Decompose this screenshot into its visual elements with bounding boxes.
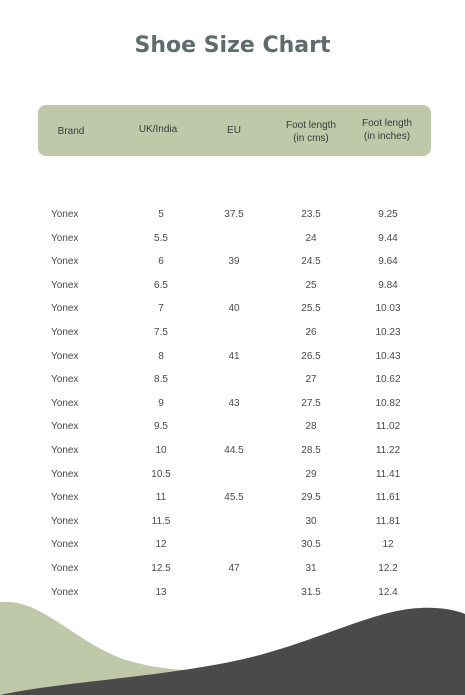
cell-brand: Yonex	[51, 586, 79, 598]
cell-brand: Yonex	[51, 539, 79, 551]
cell-inch: 10.03	[375, 303, 401, 315]
table-header	[38, 105, 431, 156]
table-row	[0, 510, 465, 534]
table-row	[0, 227, 465, 251]
column-header-foot-in	[362, 117, 412, 143]
cell-brand: Yonex	[51, 374, 79, 386]
cell-eu: 40	[228, 303, 240, 315]
cell-cm: 31.5	[301, 586, 321, 598]
column-header-foot-cm	[286, 119, 336, 145]
cell-uk: 9	[158, 397, 164, 409]
cell-brand: Yonex	[51, 256, 79, 268]
cell-inch: 9.84	[378, 279, 398, 291]
cell-brand: Yonex	[51, 326, 79, 338]
cell-cm: 27.5	[301, 397, 321, 409]
table-row	[0, 203, 465, 227]
table-row	[0, 250, 465, 274]
page-title: Shoe Size Chart	[134, 33, 331, 58]
cell-inch: 10.62	[375, 374, 401, 386]
table-row	[0, 297, 465, 321]
cell-cm: 28	[305, 421, 317, 433]
cell-inch: 12.4	[378, 586, 398, 598]
cell-brand: Yonex	[51, 279, 79, 291]
cell-inch: 10.82	[375, 397, 401, 409]
table-row	[0, 415, 465, 439]
cell-eu: 37.5	[224, 209, 244, 220]
table-row	[0, 321, 465, 345]
cell-inch: 12.2	[378, 562, 398, 574]
cell-brand: Yonex	[51, 350, 79, 362]
table-body	[0, 203, 465, 604]
column-header-foot-cm-line2: (in cms)	[293, 133, 329, 144]
cell-cm: 26	[305, 326, 317, 338]
cell-uk: 5.5	[154, 232, 168, 244]
cell-uk: 10.5	[151, 468, 171, 480]
cell-inch: 11.02	[375, 421, 401, 433]
cell-uk: 13	[155, 586, 167, 598]
table-row	[0, 345, 465, 369]
cell-uk: 7	[158, 303, 164, 315]
cell-inch: 10.23	[375, 326, 401, 338]
cell-uk: 12.5	[151, 562, 171, 574]
cell-inch: 11.81	[375, 515, 401, 527]
column-header-foot-in-line1: Foot length	[361, 118, 413, 129]
cell-brand: Yonex	[51, 421, 79, 433]
cell-brand: Yonex	[51, 232, 79, 244]
cell-cm: 30.5	[301, 539, 321, 551]
cell-inch: 9.64	[378, 256, 398, 268]
cell-cm: 29.5	[301, 492, 321, 504]
cell-eu: 39	[228, 256, 240, 268]
cell-uk: 6	[158, 256, 164, 268]
column-header-uk	[139, 123, 177, 136]
cell-cm: 23.5	[301, 209, 321, 220]
cell-uk: 10	[155, 444, 167, 456]
cell-brand: Yonex	[51, 492, 79, 504]
table-row	[0, 533, 465, 557]
cell-inch: 12	[382, 539, 394, 551]
cell-uk: 11	[155, 492, 167, 504]
cell-uk: 7.5	[154, 326, 168, 338]
table-row	[0, 368, 465, 392]
table-row	[0, 274, 465, 298]
table-row	[0, 439, 465, 463]
cell-brand: Yonex	[51, 397, 79, 409]
cell-brand: Yonex	[51, 468, 79, 480]
table-row	[0, 392, 465, 416]
cell-inch: 10.43	[375, 350, 401, 362]
cell-uk: 8	[158, 350, 164, 362]
decorative-wave	[0, 560, 465, 695]
column-header-uk-label: UK/India	[138, 124, 178, 135]
cell-cm: 29	[305, 468, 317, 480]
cell-brand: Yonex	[51, 444, 79, 456]
cell-inch: 11.61	[375, 492, 401, 504]
cell-eu: 47	[228, 562, 240, 574]
column-header-brand-label: Brand	[57, 126, 85, 137]
cell-uk: 6.5	[154, 279, 168, 291]
cell-cm: 25.5	[301, 303, 321, 315]
column-header-foot-in-line2: (in inches)	[363, 131, 411, 142]
cell-inch: 9.25	[378, 209, 398, 220]
cell-uk: 12	[155, 539, 167, 551]
cell-uk: 8.5	[154, 374, 168, 386]
cell-cm: 28.5	[301, 444, 321, 456]
cell-brand: Yonex	[51, 515, 79, 527]
cell-brand: Yonex	[51, 562, 79, 574]
cell-cm: 24	[305, 232, 317, 244]
cell-brand: Yonex	[51, 209, 79, 220]
cell-cm: 26.5	[301, 350, 321, 362]
cell-inch: 11.41	[375, 468, 401, 480]
cell-cm: 25	[305, 279, 317, 291]
cell-inch: 11.22	[375, 444, 401, 456]
cell-eu: 45.5	[224, 492, 244, 504]
cell-eu: 41	[228, 350, 240, 362]
column-header-eu-label: EU	[227, 125, 241, 136]
cell-cm: 31	[305, 562, 317, 574]
column-header-foot-cm-line1: Foot length	[285, 120, 337, 131]
cell-cm: 30	[305, 515, 317, 527]
cell-eu: 44.5	[224, 444, 244, 456]
table-row	[0, 463, 465, 487]
cell-inch: 9.44	[378, 232, 398, 244]
cell-cm: 24.5	[301, 256, 321, 268]
cell-uk: 5	[158, 209, 164, 220]
cell-uk: 9.5	[154, 421, 168, 433]
cell-uk: 11.5	[151, 515, 171, 527]
cell-brand: Yonex	[51, 303, 79, 315]
table-row	[0, 486, 465, 510]
column-header-brand	[58, 125, 85, 138]
column-header-eu	[227, 124, 241, 137]
cell-cm: 27	[305, 374, 317, 386]
cell-eu: 43	[228, 397, 240, 409]
